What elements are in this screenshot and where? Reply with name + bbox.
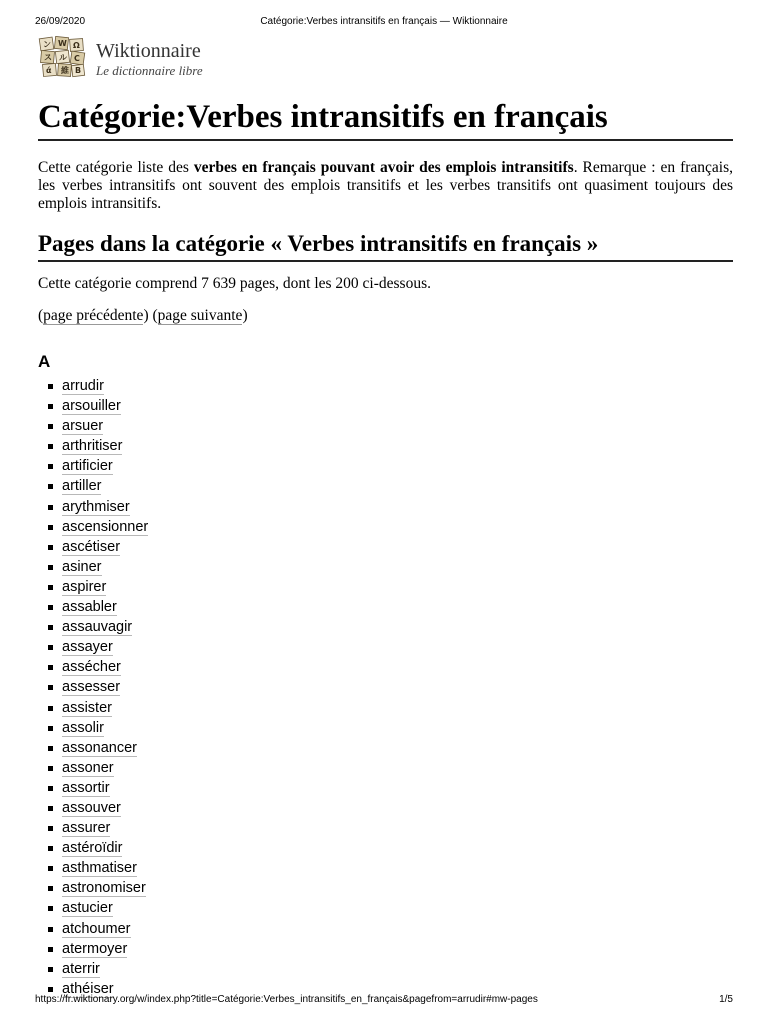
list-item bbox=[48, 376, 148, 396]
word-link[interactable]: assolir bbox=[62, 719, 104, 736]
list-item bbox=[48, 517, 148, 537]
svg-text:W: W bbox=[58, 39, 67, 48]
svg-text:ル: ル bbox=[59, 53, 67, 62]
word-link[interactable]: ascétiser bbox=[62, 538, 121, 555]
word-link[interactable]: atermoyer bbox=[62, 940, 128, 957]
print-header bbox=[35, 16, 733, 30]
print-date: 26/09/2020 bbox=[35, 16, 86, 27]
svg-text:ン: ン bbox=[43, 40, 51, 49]
list-item bbox=[48, 497, 148, 517]
list-item bbox=[48, 537, 148, 557]
word-link[interactable]: astucier bbox=[62, 900, 113, 917]
word-link[interactable]: assayer bbox=[62, 639, 113, 656]
word-link[interactable]: atchoumer bbox=[62, 920, 131, 937]
page-count-text: Cette catégorie comprend 7 639 pages, dont les 200 ci-dessous. bbox=[38, 275, 431, 292]
logo-name: Wiktionnaire bbox=[96, 40, 201, 62]
word-link[interactable]: assauvagir bbox=[62, 619, 133, 636]
word-link[interactable]: artiller bbox=[62, 478, 102, 495]
list-item bbox=[48, 798, 148, 818]
word-link[interactable]: astéroïdir bbox=[62, 840, 123, 857]
list-item bbox=[48, 718, 148, 738]
list-item bbox=[48, 617, 148, 637]
pagination bbox=[38, 307, 248, 325]
word-link[interactable]: arsuer bbox=[62, 418, 104, 435]
svg-text:C: C bbox=[74, 54, 80, 63]
word-link[interactable]: athéiser bbox=[62, 980, 114, 997]
previous-page-link[interactable]: page précédente bbox=[43, 307, 144, 324]
list-item bbox=[48, 577, 148, 597]
word-link[interactable]: arsouiller bbox=[62, 398, 121, 415]
word-link[interactable]: asthmatiser bbox=[62, 860, 137, 877]
list-item bbox=[48, 818, 148, 838]
word-link[interactable]: astronomiser bbox=[62, 880, 146, 897]
svg-text:ス: ス bbox=[44, 53, 52, 62]
list-item bbox=[48, 557, 148, 577]
svg-text:B: B bbox=[75, 66, 82, 75]
word-link[interactable]: assurer bbox=[62, 820, 111, 837]
page-title: Catégorie:Verbes intransitifs en français bbox=[38, 97, 733, 141]
word-link[interactable]: ascensionner bbox=[62, 518, 149, 535]
svg-text:Ω: Ω bbox=[73, 41, 80, 50]
word-link[interactable]: arthritiser bbox=[62, 438, 123, 455]
intro-text-end: . Remarque : en français, les verbes intransitifs ont souvent des emplois transitifs et les verbes transitifs ont quasiment toujours des emplois intransitifs. bbox=[38, 159, 733, 212]
letter-heading: A bbox=[38, 352, 51, 371]
pager-separator: ) ( bbox=[143, 307, 158, 324]
list-item bbox=[48, 858, 148, 878]
category-intro bbox=[38, 159, 733, 213]
intro-bold-text: verbes en français pouvant avoir des emplois intransitifs bbox=[193, 159, 574, 176]
list-item bbox=[48, 677, 148, 697]
section-title: Pages dans la catégorie « Verbes intransitifs en français » bbox=[38, 229, 733, 262]
word-link[interactable]: assoner bbox=[62, 759, 114, 776]
svg-text:ά: ά bbox=[46, 66, 52, 75]
print-url: https://fr.wiktionary.org/w/index.php?title=Catégorie:Verbes_intransitifs_en_français&pagefrom=arrudir#mw-pages bbox=[35, 994, 538, 1005]
list-item bbox=[48, 939, 148, 959]
list-item bbox=[48, 778, 148, 798]
wiktionary-logo-icon bbox=[38, 36, 86, 78]
list-item bbox=[48, 878, 148, 898]
logo-tagline: Le dictionnaire libre bbox=[96, 63, 203, 78]
list-item bbox=[48, 758, 148, 778]
list-item bbox=[48, 436, 148, 456]
list-item bbox=[48, 637, 148, 657]
svg-text:維: 維 bbox=[61, 66, 69, 75]
list-item bbox=[48, 738, 148, 758]
print-page-number: 1/5 bbox=[719, 994, 733, 1005]
pager-open-paren: ( bbox=[38, 307, 44, 324]
list-item bbox=[48, 959, 148, 979]
word-link[interactable]: assortir bbox=[62, 779, 110, 796]
next-page-link[interactable]: page suivante bbox=[157, 307, 243, 324]
list-item bbox=[48, 456, 148, 476]
list-item bbox=[48, 657, 148, 677]
list-item bbox=[48, 416, 148, 436]
word-link[interactable]: assécher bbox=[62, 659, 121, 676]
list-item bbox=[48, 597, 148, 617]
pager-close-paren: ) bbox=[242, 307, 248, 324]
list-item bbox=[48, 898, 148, 918]
print-page-title: Catégorie:Verbes intransitifs en français — Wiktionnaire bbox=[260, 16, 508, 27]
word-link[interactable]: arythmiser bbox=[62, 498, 130, 515]
list-item bbox=[48, 476, 148, 496]
intro-text-start: Cette catégorie liste des bbox=[38, 159, 194, 176]
word-link[interactable]: arrudir bbox=[62, 378, 104, 394]
category-word-list bbox=[48, 376, 148, 999]
word-link[interactable]: asiner bbox=[62, 558, 102, 575]
word-link[interactable]: assabler bbox=[62, 599, 117, 616]
word-link[interactable]: assesser bbox=[62, 679, 121, 696]
list-item bbox=[48, 919, 148, 939]
list-item bbox=[48, 698, 148, 718]
word-link[interactable]: aspirer bbox=[62, 578, 107, 595]
site-logo[interactable] bbox=[38, 36, 258, 82]
word-link[interactable]: artificier bbox=[62, 458, 113, 475]
word-link[interactable]: assister bbox=[62, 699, 112, 716]
print-footer bbox=[35, 994, 733, 1008]
word-link[interactable]: assouver bbox=[62, 799, 121, 816]
word-link[interactable]: aterrir bbox=[62, 960, 100, 977]
list-item bbox=[48, 838, 148, 858]
list-item bbox=[48, 396, 148, 416]
word-link[interactable]: assonancer bbox=[62, 739, 137, 756]
